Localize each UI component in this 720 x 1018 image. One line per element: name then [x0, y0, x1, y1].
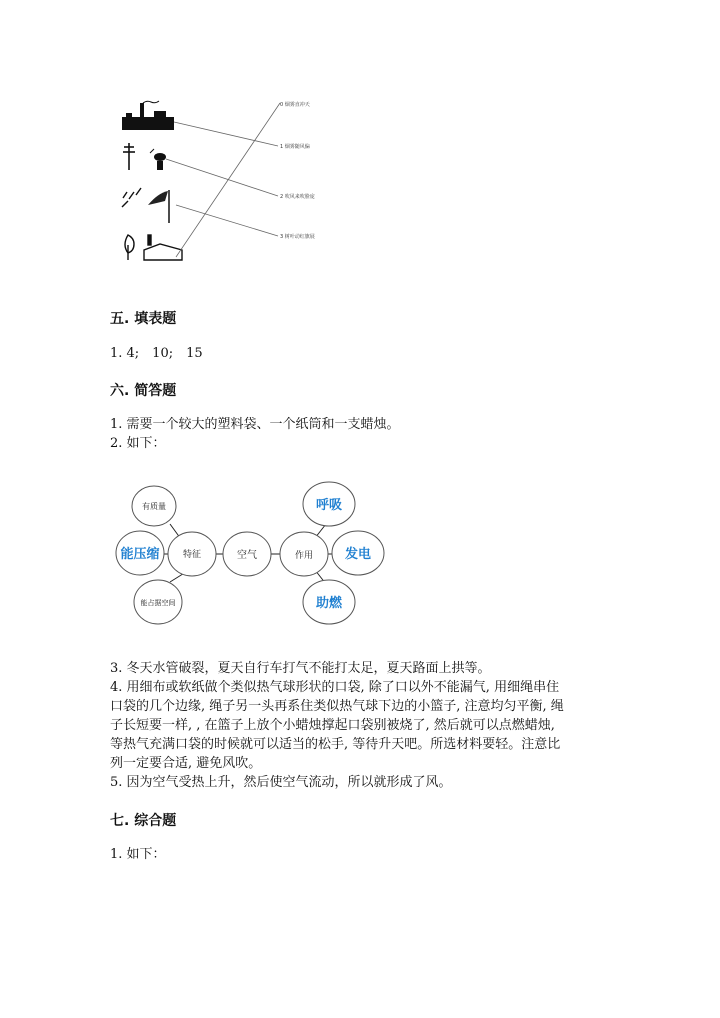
- match-label-3: 3 树叶动红旗展: [280, 234, 315, 240]
- matching-figure: [110, 95, 370, 275]
- section-six-item-4-line-5: 列一定要合适, 避免风吹。: [110, 756, 262, 771]
- wind-icon: [122, 188, 141, 207]
- match-label-1: 1 烟雾随风偏: [280, 144, 310, 150]
- concept-map: [108, 476, 398, 636]
- section-six-item-1: 1. 需要一个较大的塑料袋、一个纸筒和一支蜡烛。: [110, 417, 400, 432]
- section-six-item-4-line-1: 4. 用细布或软纸做个类似热气球形状的口袋, 除了口以外不能漏气, 用细绳串住: [110, 680, 560, 695]
- section-six-item-4-line-3: 子长短要一样, , 在篮子上放个小蜡烛撑起口袋别被烧了, 然后就可以点燃蜡烛,: [110, 718, 555, 733]
- house-icon: [125, 235, 182, 260]
- label-feature: 特征: [182, 550, 202, 560]
- lamp-icon: [150, 149, 166, 170]
- section-six-title: 六. 简答题: [110, 383, 177, 399]
- section-seven-title: 七. 综合题: [110, 813, 177, 829]
- section-six-item-2: 2. 如下：: [110, 436, 166, 451]
- match-label-0: 0 烟雾直冲天: [280, 102, 310, 108]
- section-five-title: 五. 填表题: [110, 311, 177, 327]
- label-has-mass: 有质量: [142, 502, 166, 511]
- flag-icon: [148, 190, 169, 223]
- concept-map-svg: [108, 476, 398, 636]
- label-combustion: 助燃: [315, 596, 343, 611]
- matching-figure-svg: [110, 95, 370, 275]
- section-seven-answer: 1. 如下：: [110, 847, 166, 862]
- label-power: 发电: [344, 547, 372, 562]
- section-six-item-3: 3. 冬天水管破裂，夏天自行车打气不能打太足，夏天路面上拱等。: [110, 661, 491, 676]
- factory-icon: [122, 101, 174, 130]
- label-compressible: 能压缩: [120, 547, 160, 562]
- section-six-item-4-line-4: 等热气充满口袋的时候就可以适当的松手, 等待升天吧。所选材料要轻。注意比: [110, 737, 561, 752]
- section-five-answer: 1. 4; 10; 15: [110, 346, 203, 361]
- label-air: 空气: [237, 550, 257, 561]
- match-label-2: 2 吹风来吹脸庞: [280, 194, 315, 200]
- section-six-item-5: 5. 因为空气受热上升，然后使空气流动，所以就形成了风。: [110, 775, 452, 790]
- label-breathing: 呼吸: [315, 498, 343, 513]
- label-occupies-space: 能占据空间: [140, 599, 176, 607]
- label-function: 作用: [294, 551, 314, 561]
- pole-icon: [123, 143, 135, 170]
- section-six-item-4-line-2: 口袋的几个边缘, 绳子另一头再系住类似热气球下边的小篮子, 注意均匀平衡, 绳: [110, 699, 564, 714]
- match-lines: [166, 103, 280, 257]
